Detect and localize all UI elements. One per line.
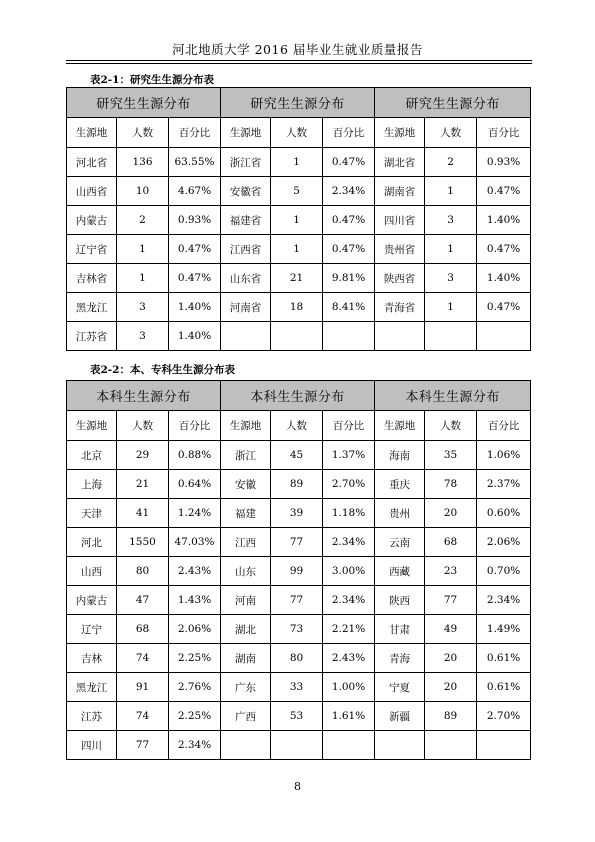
region-cell: 河南 — [221, 586, 271, 615]
group-title: 研究生生源分布 — [375, 88, 531, 118]
percent-cell: 0.64% — [169, 470, 221, 499]
percent-cell: 1.18% — [323, 499, 375, 528]
region-cell — [375, 731, 425, 760]
count-cell: 23 — [425, 557, 477, 586]
region-cell: 山东省 — [221, 264, 271, 293]
region-cell: 青海 — [375, 644, 425, 673]
group-title: 研究生生源分布 — [67, 88, 221, 118]
region-cell: 海南 — [375, 441, 425, 470]
column-header: 生源地 — [67, 411, 117, 441]
column-header: 人数 — [117, 118, 169, 148]
undergraduate-source-table — [66, 380, 531, 760]
table-row — [67, 206, 531, 235]
count-cell: 21 — [271, 264, 323, 293]
region-cell: 河北省 — [67, 148, 117, 177]
region-cell: 江苏省 — [67, 322, 117, 351]
group-title: 本科生生源分布 — [67, 381, 221, 411]
table-row — [67, 615, 531, 644]
column-header: 人数 — [271, 118, 323, 148]
count-cell — [271, 731, 323, 760]
percent-cell: 2.37% — [477, 470, 531, 499]
region-cell: 江苏 — [67, 702, 117, 731]
count-cell: 77 — [271, 586, 323, 615]
percent-cell: 0.93% — [169, 206, 221, 235]
percent-cell: 0.61% — [477, 644, 531, 673]
region-cell: 四川省 — [375, 206, 425, 235]
count-cell: 77 — [271, 528, 323, 557]
count-cell: 18 — [271, 293, 323, 322]
percent-cell: 0.47% — [169, 264, 221, 293]
region-cell: 浙江 — [221, 441, 271, 470]
count-cell — [271, 322, 323, 351]
table-row — [67, 499, 531, 528]
percent-cell: 2.34% — [323, 586, 375, 615]
count-cell: 2 — [117, 206, 169, 235]
count-cell: 136 — [117, 148, 169, 177]
count-cell: 80 — [271, 644, 323, 673]
table-row — [67, 673, 531, 702]
column-header-row — [67, 411, 531, 441]
percent-cell: 8.41% — [323, 293, 375, 322]
count-cell — [425, 731, 477, 760]
region-cell: 新疆 — [375, 702, 425, 731]
count-cell: 1 — [425, 235, 477, 264]
region-cell: 江西省 — [221, 235, 271, 264]
region-cell: 宁夏 — [375, 673, 425, 702]
column-header: 百分比 — [323, 411, 375, 441]
percent-cell: 2.43% — [169, 557, 221, 586]
count-cell: 35 — [425, 441, 477, 470]
region-cell: 内蒙古 — [67, 206, 117, 235]
percent-cell: 2.06% — [169, 615, 221, 644]
percent-cell: 0.47% — [169, 235, 221, 264]
header-rule — [66, 60, 532, 61]
region-cell: 福建省 — [221, 206, 271, 235]
percent-cell: 1.00% — [323, 673, 375, 702]
region-cell: 山西 — [67, 557, 117, 586]
table-row — [67, 235, 531, 264]
count-cell — [425, 322, 477, 351]
count-cell: 74 — [117, 644, 169, 673]
region-cell: 河南省 — [221, 293, 271, 322]
region-cell: 黑龙江 — [67, 673, 117, 702]
group-header-row — [67, 88, 531, 118]
column-header: 人数 — [425, 118, 477, 148]
percent-cell — [477, 322, 531, 351]
table1-caption: 表2-1：研究生生源分布表 — [90, 74, 214, 86]
percent-cell: 2.25% — [169, 702, 221, 731]
region-cell: 贵州 — [375, 499, 425, 528]
count-cell: 49 — [425, 615, 477, 644]
count-cell: 45 — [271, 441, 323, 470]
region-cell: 青海省 — [375, 293, 425, 322]
region-cell: 贵州省 — [375, 235, 425, 264]
percent-cell: 2.21% — [323, 615, 375, 644]
region-cell — [221, 731, 271, 760]
count-cell: 1 — [271, 235, 323, 264]
count-cell: 1550 — [117, 528, 169, 557]
count-cell: 99 — [271, 557, 323, 586]
percent-cell: 9.81% — [323, 264, 375, 293]
percent-cell: 63.55% — [169, 148, 221, 177]
percent-cell: 0.61% — [477, 673, 531, 702]
column-header: 百分比 — [169, 411, 221, 441]
region-cell: 西藏 — [375, 557, 425, 586]
column-header: 人数 — [117, 411, 169, 441]
group-header-row — [67, 381, 531, 411]
region-cell: 重庆 — [375, 470, 425, 499]
region-cell: 安徽 — [221, 470, 271, 499]
percent-cell: 0.47% — [477, 177, 531, 206]
count-cell: 91 — [117, 673, 169, 702]
percent-cell: 2.06% — [477, 528, 531, 557]
region-cell: 天津 — [67, 499, 117, 528]
percent-cell: 1.24% — [169, 499, 221, 528]
percent-cell: 4.67% — [169, 177, 221, 206]
table-row — [67, 322, 531, 351]
count-cell: 3 — [425, 264, 477, 293]
percent-cell: 1.40% — [477, 206, 531, 235]
count-cell: 20 — [425, 644, 477, 673]
region-cell: 云南 — [375, 528, 425, 557]
percent-cell: 0.47% — [477, 235, 531, 264]
region-cell: 福建 — [221, 499, 271, 528]
count-cell: 29 — [117, 441, 169, 470]
count-cell: 10 — [117, 177, 169, 206]
region-cell: 湖北省 — [375, 148, 425, 177]
percent-cell: 0.93% — [477, 148, 531, 177]
count-cell: 74 — [117, 702, 169, 731]
page-header-title: 河北地质大学 2016 届毕业生就业质量报告 — [172, 42, 423, 57]
percent-cell: 2.34% — [323, 528, 375, 557]
percent-cell — [323, 322, 375, 351]
region-cell: 上海 — [67, 470, 117, 499]
percent-cell: 0.88% — [169, 441, 221, 470]
region-cell: 广西 — [221, 702, 271, 731]
percent-cell: 2.25% — [169, 644, 221, 673]
percent-cell: 3.00% — [323, 557, 375, 586]
count-cell: 20 — [425, 499, 477, 528]
percent-cell: 0.47% — [323, 148, 375, 177]
percent-cell: 2.76% — [169, 673, 221, 702]
table-row — [67, 177, 531, 206]
percent-cell: 2.34% — [323, 177, 375, 206]
region-cell: 河北 — [67, 528, 117, 557]
count-cell: 77 — [117, 731, 169, 760]
percent-cell: 0.60% — [477, 499, 531, 528]
table-row — [67, 557, 531, 586]
region-cell: 广东 — [221, 673, 271, 702]
region-cell: 黑龙江 — [67, 293, 117, 322]
region-cell: 江西 — [221, 528, 271, 557]
count-cell: 2 — [425, 148, 477, 177]
table2-caption: 表2-2：本、专科生生源分布表 — [90, 364, 235, 376]
percent-cell: 47.03% — [169, 528, 221, 557]
count-cell: 78 — [425, 470, 477, 499]
region-cell: 四川 — [67, 731, 117, 760]
count-cell: 68 — [425, 528, 477, 557]
percent-cell: 2.34% — [477, 586, 531, 615]
column-header: 百分比 — [169, 118, 221, 148]
percent-cell: 0.70% — [477, 557, 531, 586]
count-cell: 41 — [117, 499, 169, 528]
region-cell: 湖南 — [221, 644, 271, 673]
count-cell: 20 — [425, 673, 477, 702]
count-cell: 5 — [271, 177, 323, 206]
count-cell: 3 — [425, 206, 477, 235]
count-cell: 21 — [117, 470, 169, 499]
region-cell: 浙江省 — [221, 148, 271, 177]
page-number: 8 — [294, 780, 301, 793]
column-header: 生源地 — [375, 411, 425, 441]
column-header: 生源地 — [221, 118, 271, 148]
count-cell: 80 — [117, 557, 169, 586]
region-cell: 安徽省 — [221, 177, 271, 206]
count-cell: 68 — [117, 615, 169, 644]
count-cell: 3 — [117, 322, 169, 351]
table-row — [67, 148, 531, 177]
count-cell: 77 — [425, 586, 477, 615]
count-cell: 89 — [271, 470, 323, 499]
percent-cell: 0.47% — [323, 235, 375, 264]
header-rule-thin — [66, 63, 532, 64]
count-cell: 1 — [271, 148, 323, 177]
region-cell: 甘肃 — [375, 615, 425, 644]
percent-cell: 1.49% — [477, 615, 531, 644]
count-cell: 89 — [425, 702, 477, 731]
region-cell: 吉林 — [67, 644, 117, 673]
region-cell — [375, 322, 425, 351]
group-title: 本科生生源分布 — [221, 381, 375, 411]
percent-cell: 2.70% — [477, 702, 531, 731]
percent-cell — [323, 731, 375, 760]
region-cell: 湖南省 — [375, 177, 425, 206]
graduate-source-table — [66, 87, 531, 351]
percent-cell: 2.43% — [323, 644, 375, 673]
table-row — [67, 293, 531, 322]
count-cell: 1 — [425, 293, 477, 322]
count-cell: 39 — [271, 499, 323, 528]
percent-cell: 1.40% — [477, 264, 531, 293]
table-row — [67, 644, 531, 673]
count-cell: 47 — [117, 586, 169, 615]
table-row — [67, 586, 531, 615]
column-header: 人数 — [271, 411, 323, 441]
percent-cell: 0.47% — [323, 206, 375, 235]
count-cell: 73 — [271, 615, 323, 644]
region-cell: 陕西省 — [375, 264, 425, 293]
region-cell: 湖北 — [221, 615, 271, 644]
group-title: 研究生生源分布 — [221, 88, 375, 118]
region-cell: 北京 — [67, 441, 117, 470]
column-header: 生源地 — [221, 411, 271, 441]
percent-cell: 1.43% — [169, 586, 221, 615]
region-cell: 陕西 — [375, 586, 425, 615]
percent-cell: 0.47% — [477, 293, 531, 322]
percent-cell: 1.61% — [323, 702, 375, 731]
column-header: 百分比 — [323, 118, 375, 148]
column-header: 生源地 — [375, 118, 425, 148]
region-cell: 内蒙古 — [67, 586, 117, 615]
table-row — [67, 264, 531, 293]
count-cell: 1 — [117, 264, 169, 293]
group-title: 本科生生源分布 — [375, 381, 531, 411]
region-cell: 辽宁 — [67, 615, 117, 644]
column-header: 人数 — [425, 411, 477, 441]
percent-cell: 1.40% — [169, 322, 221, 351]
percent-cell: 1.06% — [477, 441, 531, 470]
percent-cell: 2.70% — [323, 470, 375, 499]
region-cell: 山东 — [221, 557, 271, 586]
count-cell: 53 — [271, 702, 323, 731]
percent-cell — [477, 731, 531, 760]
count-cell: 1 — [271, 206, 323, 235]
table-row — [67, 702, 531, 731]
table-row — [67, 470, 531, 499]
count-cell: 3 — [117, 293, 169, 322]
table-row — [67, 528, 531, 557]
region-cell: 山西省 — [67, 177, 117, 206]
region-cell: 吉林省 — [67, 264, 117, 293]
percent-cell: 1.40% — [169, 293, 221, 322]
region-cell — [221, 322, 271, 351]
column-header-row — [67, 118, 531, 148]
count-cell: 33 — [271, 673, 323, 702]
count-cell: 1 — [117, 235, 169, 264]
percent-cell: 2.34% — [169, 731, 221, 760]
column-header: 百分比 — [477, 118, 531, 148]
table-row — [67, 441, 531, 470]
column-header: 百分比 — [477, 411, 531, 441]
region-cell: 辽宁省 — [67, 235, 117, 264]
column-header: 生源地 — [67, 118, 117, 148]
count-cell: 1 — [425, 177, 477, 206]
percent-cell: 1.37% — [323, 441, 375, 470]
table-row — [67, 731, 531, 760]
